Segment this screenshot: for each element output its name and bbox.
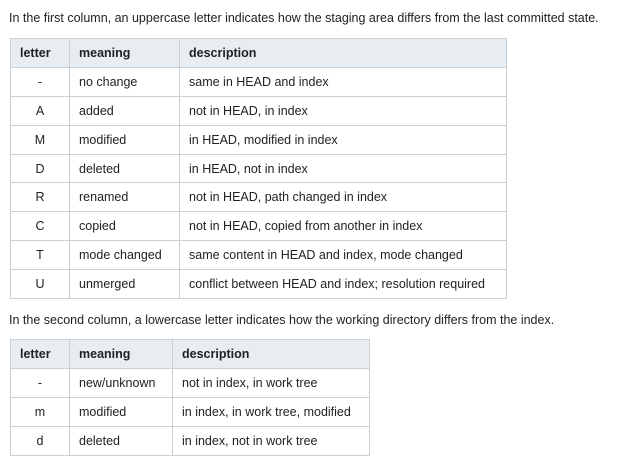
table-row bbox=[11, 67, 507, 96]
column-header-meaning: meaning bbox=[70, 340, 173, 369]
letter-cell: - bbox=[11, 67, 70, 96]
meaning-cell: no change bbox=[70, 67, 180, 96]
worktree-status-table bbox=[10, 339, 370, 456]
table-row bbox=[11, 397, 370, 426]
meaning-cell: mode changed bbox=[70, 241, 180, 270]
index-status-table bbox=[10, 38, 507, 299]
description-cell: in HEAD, modified in index bbox=[180, 125, 507, 154]
letter-cell: m bbox=[11, 397, 70, 426]
description-cell: in HEAD, not in index bbox=[180, 154, 507, 183]
letter-cell: T bbox=[11, 241, 70, 270]
description-cell: in index, not in work tree bbox=[173, 426, 370, 455]
letter-cell: U bbox=[11, 270, 70, 299]
table-row bbox=[11, 96, 507, 125]
description-cell: in index, in work tree, modified bbox=[173, 397, 370, 426]
letter-cell: - bbox=[11, 368, 70, 397]
table-header-row bbox=[11, 340, 370, 369]
intro-worktree-paragraph: In the second column, a lowercase letter indicates how the working directory differs from the index. bbox=[9, 313, 555, 327]
meaning-cell: renamed bbox=[70, 183, 180, 212]
description-cell: not in HEAD, in index bbox=[180, 96, 507, 125]
letter-cell: d bbox=[11, 426, 70, 455]
description-cell: not in HEAD, copied from another in index bbox=[180, 212, 507, 241]
table-row bbox=[11, 241, 507, 270]
column-header-letter: letter bbox=[11, 39, 70, 68]
meaning-cell: deleted bbox=[70, 154, 180, 183]
description-cell: not in index, in work tree bbox=[173, 368, 370, 397]
table-row bbox=[11, 426, 370, 455]
meaning-cell: unmerged bbox=[70, 270, 180, 299]
description-cell: not in HEAD, path changed in index bbox=[180, 183, 507, 212]
letter-cell: C bbox=[11, 212, 70, 241]
column-header-meaning: meaning bbox=[70, 39, 180, 68]
meaning-cell: added bbox=[70, 96, 180, 125]
table-row bbox=[11, 154, 507, 183]
description-cell: same content in HEAD and index, mode changed bbox=[180, 241, 507, 270]
meaning-cell: new/unknown bbox=[70, 368, 173, 397]
column-header-description: description bbox=[173, 340, 370, 369]
letter-cell: M bbox=[11, 125, 70, 154]
table-row bbox=[11, 270, 507, 299]
table-row bbox=[11, 368, 370, 397]
meaning-cell: modified bbox=[70, 125, 180, 154]
column-header-description: description bbox=[180, 39, 507, 68]
table-row bbox=[11, 183, 507, 212]
column-header-letter: letter bbox=[11, 340, 70, 369]
meaning-cell: copied bbox=[70, 212, 180, 241]
meaning-cell: modified bbox=[70, 397, 173, 426]
description-cell: conflict between HEAD and index; resolution required bbox=[180, 270, 507, 299]
letter-cell: R bbox=[11, 183, 70, 212]
table-header-row bbox=[11, 39, 507, 68]
description-cell: same in HEAD and index bbox=[180, 67, 507, 96]
table-row bbox=[11, 125, 507, 154]
meaning-cell: deleted bbox=[70, 426, 173, 455]
table-row bbox=[11, 212, 507, 241]
intro-index-paragraph: In the first column, an uppercase letter indicates how the staging area differs from the last committed state. bbox=[9, 11, 599, 25]
letter-cell: D bbox=[11, 154, 70, 183]
letter-cell: A bbox=[11, 96, 70, 125]
